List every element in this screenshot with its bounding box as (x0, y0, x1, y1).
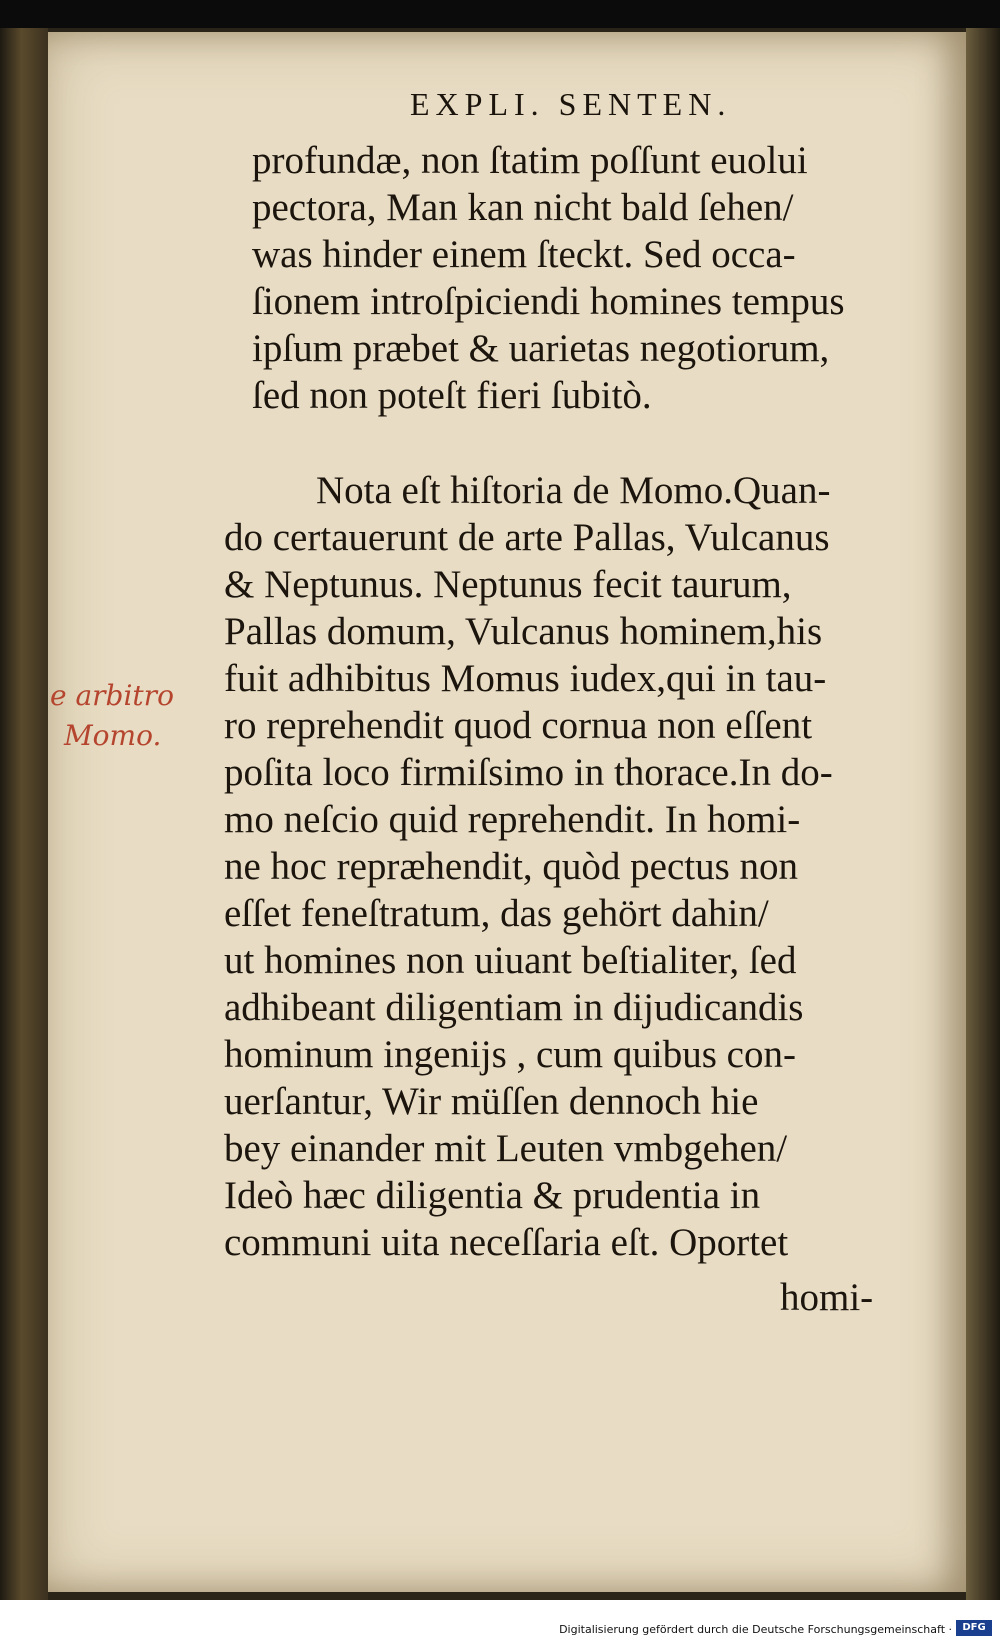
paragraph-1 (252, 137, 845, 419)
text-line: do certauerunt de arte Pallas, Vulcanus (224, 516, 830, 559)
text-line: hominum ingenijs , cum quibus con- (224, 1033, 796, 1076)
text-line: ro reprehendit quod cornua non eſſent (224, 704, 813, 747)
text-line: ſionem introſpiciendi homines tempus (252, 280, 845, 323)
marginal-note-line: e arbitro (50, 679, 174, 712)
text-line: ut homines non uiuant beſtialiter, ſed (224, 939, 797, 982)
footer-credit: Digitalisierung gefördert durch die Deutsche Forschungsgemeinschaft · (559, 1623, 952, 1636)
text-line: & Neptunus. Neptunus fecit taurum, (224, 563, 792, 606)
text-line: profundæ, non ſtatim poſſunt euolui (252, 139, 808, 182)
page-edge (966, 28, 1000, 1600)
marginal-note (50, 676, 174, 756)
dfg-logo: DFG (956, 1620, 992, 1636)
text-line: mo neſcio quid reprehendit. In homi- (224, 798, 801, 841)
text-line: Ideò hæc diligentia & prudentia in (224, 1174, 761, 1217)
text-line: bey einander mit Leuten vmbgehen/ (224, 1127, 788, 1170)
catchword: homi- (780, 1276, 874, 1319)
text-line: pectora, Man kan nicht bald ſehen/ (252, 186, 794, 229)
paragraph-2 (224, 467, 833, 1266)
text-line: fuit adhibitus Momus iudex,qui in tau- (224, 657, 827, 700)
text-line: ipſum præbet & uarietas negotiorum, (252, 327, 830, 370)
book-spine (0, 28, 48, 1600)
text-line: Nota eſt hiſtoria de Momo.Quan- (316, 469, 831, 512)
text-line: poſita loco firmiſsimo in thorace.In do- (224, 751, 833, 794)
text-line: ne hoc repræhendit, quòd pectus non (224, 845, 799, 888)
running-head: EXPLI. SENTEN. (410, 86, 732, 122)
text-line: ſed non poteſt fieri ſubitò. (252, 374, 652, 417)
text-line: communi uita neceſſaria eſt. Oportet (224, 1221, 789, 1264)
text-line: Pallas domum, Vulcanus hominem,his (224, 610, 823, 653)
text-line: eſſet feneſtratum, das gehört dahin/ (224, 892, 769, 935)
text-line: adhibeant diligentiam in dijudicandis (224, 986, 804, 1029)
text-line: was hinder einem ſteckt. Sed occa- (252, 233, 796, 276)
text-line: uerſantur, Wir müſſen dennoch hie (224, 1080, 759, 1123)
marginal-note-line: Momo. (64, 719, 162, 752)
